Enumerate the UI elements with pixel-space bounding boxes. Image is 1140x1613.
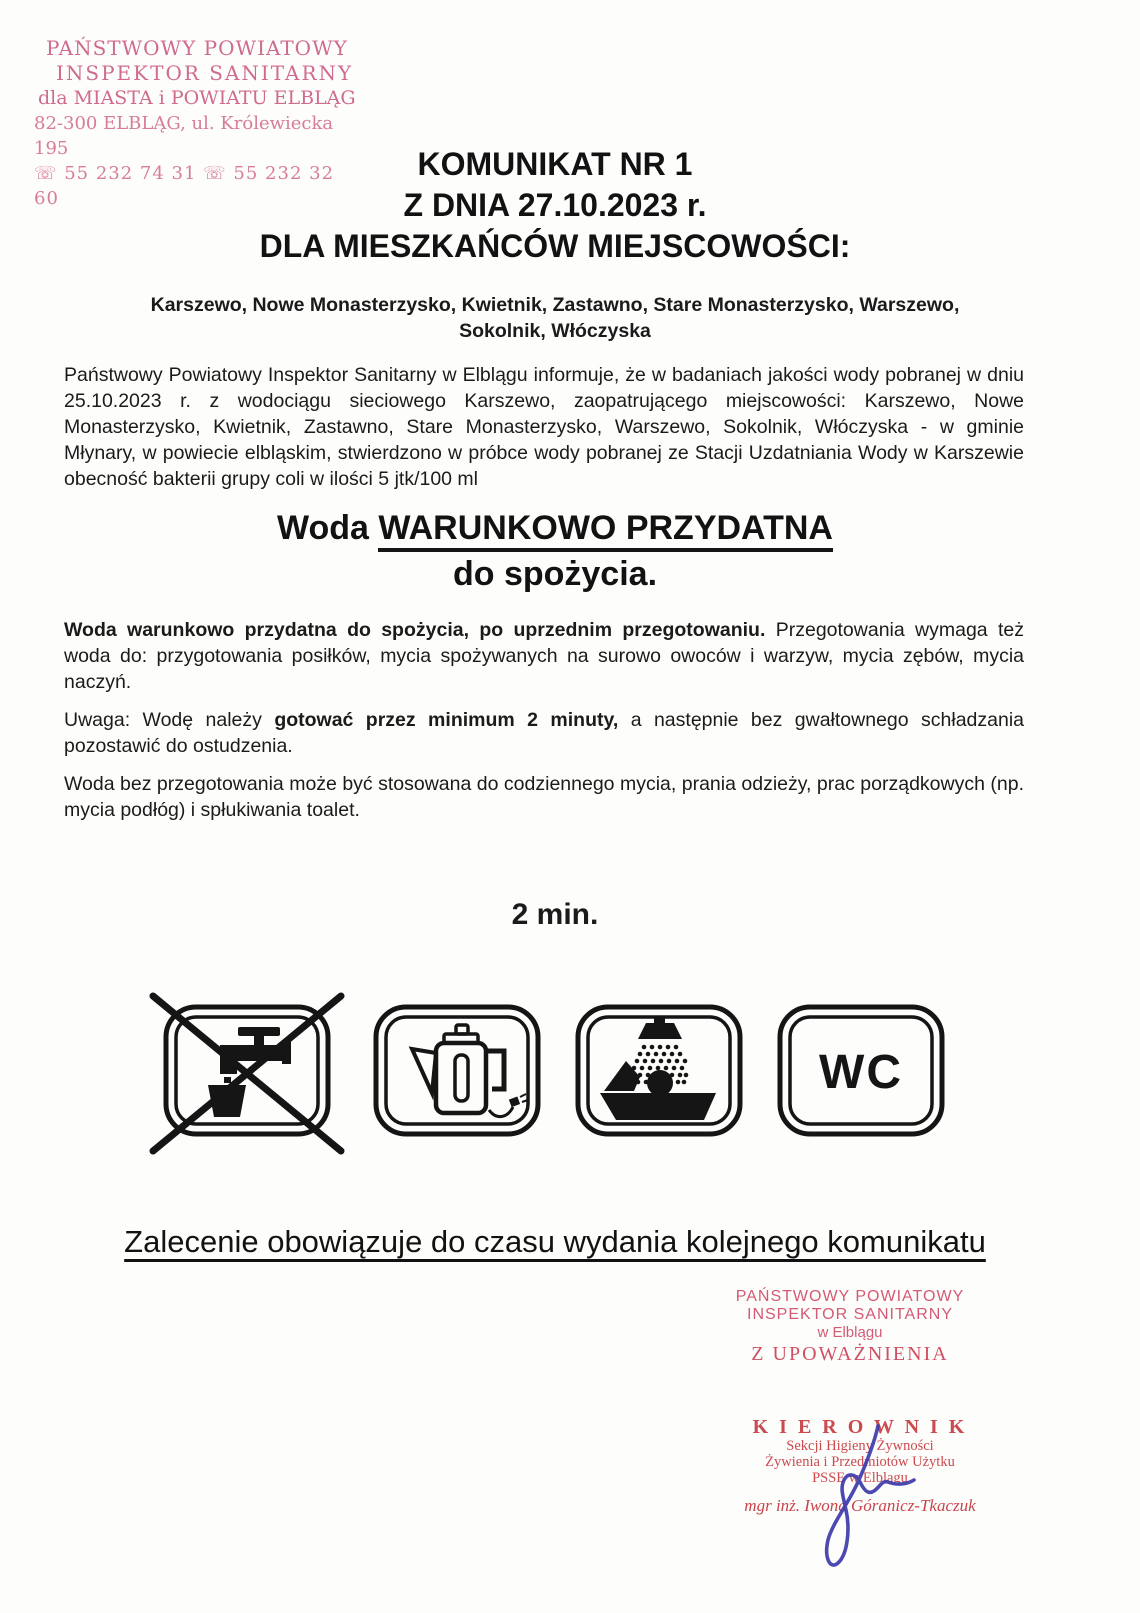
- letterhead-line: 82-300 ELBLĄG, ul. Królewiecka 195: [34, 113, 334, 159]
- paragraph-warning-bold: gotować przez minimum 2 minuty,: [274, 709, 619, 731]
- communique-title: [0, 144, 1110, 267]
- approval-stamp: [700, 1288, 1000, 1363]
- paragraph-intro-text: Państwowy Powiatowy Inspektor Sanitarny w Elblągu informuje, że w badaniach jakości wody pobranej w dniu 25.10.2023 r. z wodociągu sieciowego Karszewo, zaopatrującego miejscowości: Karszewo, Nowe Monasterzysko, Kwietnik, Zastawno, Stare Monasterzysko, Warszewo, Sokolnik, Włóczyska - w gminie Młynary, w powiecie elbląskim, stwierdzono w próbce wody pobranej ze Stacji Uzdatniania Wody w Karszewie obecność bakterii grupy coli w ilości 5 jtk/100 ml: [64, 364, 1024, 490]
- kierownik-title: K I E R O W N I K: [752, 1416, 968, 1438]
- verdict-line-1: [0, 505, 1110, 551]
- shower-glyph: [600, 1016, 716, 1120]
- verdict-line-2: do spożycia.: [452, 555, 658, 593]
- wc-icon: [776, 1003, 946, 1138]
- paragraph-household-text: Woda bez przegotowania może być stosowana do codziennego mycia, prania odzieży, prac porządkowych (np. mycia podłóg) i spłukiwania toalet.: [64, 773, 1024, 821]
- paragraph-boiling-bold: Woda warunkowo przydatna do spożycia, po uprzednim przegotowaniu.: [64, 619, 766, 641]
- approval-line-1: PAŃSTWOWY POWIATOWY: [735, 1288, 965, 1305]
- shower-bath-icon: [574, 1003, 744, 1138]
- letterhead-line: dla MIASTA i POWIATU ELBLĄG: [38, 87, 356, 109]
- title-line-3: DLA MIESZKAŃCÓW MIEJSCOWOŚCI:: [259, 228, 851, 264]
- prohibition-cross: [153, 996, 341, 1151]
- verdict-prefix: Woda: [277, 509, 379, 547]
- boil-time-label: 2 min.: [511, 898, 599, 931]
- kierownik-line-3: Żywienia i Przedmiotów Użytku: [765, 1454, 955, 1470]
- verdict-emphasis-underlined: WARUNKOWO PRZYDATNA: [378, 509, 833, 552]
- paragraph-intro: [64, 362, 1024, 492]
- locality-line-1: Karszewo, Nowe Monasterzysko, Kwietnik, Zastawno, Stare Monasterzysko, Warszewo,: [150, 294, 960, 316]
- letterhead-phone-line: ☏ 55 232 74 31 ☏ 55 232 32 60: [34, 163, 335, 209]
- locality-list: [0, 292, 1110, 344]
- kettle-glyph: [412, 1025, 528, 1117]
- approval-line-3: w Elblągu: [817, 1324, 883, 1341]
- kierownik-line-4: PSSE w Elblągu: [812, 1470, 908, 1486]
- water-verdict-heading: [0, 505, 1110, 597]
- title-line-1: KOMUNIKAT NR 1: [417, 146, 693, 182]
- approval-line-4: Z UPOWAŻNIENIA: [751, 1343, 949, 1365]
- paragraph-household: [64, 771, 1024, 823]
- paragraph-boiling: [64, 617, 1024, 695]
- paragraph-boiling-rest: Przegotowania wymaga też woda do: przygotowania posiłków, mycia spożywanych na surowo owoców i warzyw, mycia zębów, mycia naczyń.: [64, 619, 1024, 693]
- paragraph-warning-pre: Uwaga: Wodę należy: [64, 709, 275, 731]
- locality-line-2: Sokolnik, Włóczyska: [459, 320, 651, 342]
- letterhead-line: INSPEKTOR SANITARNY: [56, 61, 354, 85]
- kierownik-line-2: Sekcji Higieny Żywności: [786, 1438, 934, 1454]
- no-tap-water-icon: [148, 991, 346, 1156]
- letterhead-line: PAŃSTWOWY POWIATOWY: [46, 36, 348, 60]
- signatory-name: mgr inż. Iwona Góranicz-Tkaczuk: [744, 1496, 976, 1515]
- wc-label: WC: [819, 1046, 903, 1099]
- paragraph-warning: [64, 707, 1024, 759]
- electric-kettle-icon: [372, 1003, 542, 1138]
- signature-scribble: [770, 1414, 980, 1609]
- footer-notice: Zalecenie obowiązuje do czasu wydania kolejnego komunikatu: [124, 1224, 986, 1259]
- approval-line-2: INSPEKTOR SANITARNY: [747, 1306, 953, 1323]
- title-line-2: Z DNIA 27.10.2023 r.: [403, 187, 707, 223]
- paragraph-warning-post: a następnie bez gwałtownego schładzania pozostawić do ostudzenia.: [64, 709, 1025, 757]
